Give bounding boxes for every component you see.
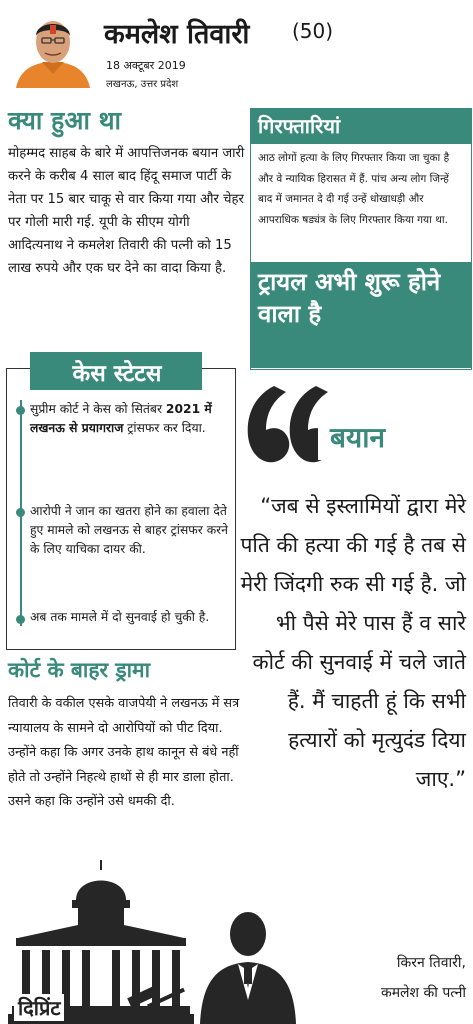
case-status-item-text: सुप्रीम कोर्ट ने केस को सितंबर — [30, 402, 166, 416]
timeline-dot — [16, 406, 25, 415]
person-name: कमलेश तिवारी — [104, 19, 250, 50]
outside-court-title: कोर्ट के बाहर ड्रामा — [8, 658, 151, 682]
statement-title: बयान — [330, 421, 386, 454]
case-status-item — [30, 400, 230, 438]
outside-court-body: तिवारी के वकील एसके वाजपेयी ने लखनऊ में सत्र न्यायालय के सामने दो आरोपियों को पीट दिया. उन्होंने कहा कि अगर उनके हाथ कानून से बंधे नहीं होते तो उन्होंने निहत्थे हाथों से ही मार डाला होता. उसने कहा कि उन्होंने उसे धमकी दी. — [8, 696, 240, 809]
kamlesh-tiwari-portrait — [16, 8, 90, 88]
case-status-item-highlight: 2021 में लखनऊ से प्रयागराज — [30, 402, 212, 435]
case-status-title: केस स्टेटस — [72, 361, 162, 387]
person-age: (50) — [292, 19, 334, 43]
what-happened-body: मोहम्मद साहब के बारे में आपत्तिजनक बयान जारी करने के करीब 4 साल बाद हिंदू समाज पार्टी के नेता पर 15 बार चाकू से वार किया गया और चेहर पर गोली मारी गई. यूपी के सीएम योगी आदित्यनाथ ने कमलेश तिवारी की पत्नी को 15 लाख रुपये और एक घर देने का वादा किया है. — [8, 146, 245, 276]
case-status-item — [30, 502, 230, 559]
statement-quote: “जब से इस्लामियों द्वारा मेरे पति की हत्या की गई है तब से मेरी जिंदगी रुक सी गई है. जो भी पैसे मेरे पास हैं व सारे कोर्ट की सुनवाई में चले जाते हैं. मैं चाहती हूं कि सभी हत्यारों को मृत्युदंड दिया जाए.” — [240, 494, 466, 791]
incident-date: 18 अक्टूबर 2019 — [106, 59, 186, 72]
timeline-dot — [16, 508, 25, 517]
quote-author: किरन तिवारी, — [396, 955, 466, 971]
case-status-item-text-end: ट्रांसफर कर दिया. — [123, 421, 206, 435]
trial-text: ट्रायल अभी शुरू होने वाला है — [258, 268, 441, 328]
incident-place: लखनऊ, उत्तर प्रदेश — [106, 79, 179, 90]
case-status-item — [30, 608, 230, 627]
timeline-dot — [16, 615, 25, 624]
quote-author-role: कमलेश की पत्नी — [380, 985, 466, 1001]
theprint-logo: दिप्रिंट — [14, 994, 64, 1021]
arrests-title: गिरफ्तारियां — [258, 114, 341, 138]
what-happened-title: क्या हुआ था — [8, 106, 122, 135]
case-status-item-text: अब तक मामले में दो सुनवाई हो चुकी है. — [30, 610, 210, 624]
arrests-body: आठ लोगों हत्या के लिए गिरफ्तार किया जा चुका है और वे न्यायिक हिरासत में हैं. पांच अन्य लोग जिन्हें बाद में जमानत दे दी गई उन्हें धोखाधड़ी और आपराधिक षड्यंत्र के लिए गिरफ्तार किया गया था. — [258, 152, 450, 226]
lawyer-illustration — [192, 908, 298, 1024]
case-status-item-text: आरोपी ने जान का खतरा होने का हवाला देते हुए मामले को लखनऊ से बाहर ट्रांसफर करने के लिए याचिका दायर की. — [30, 504, 229, 556]
